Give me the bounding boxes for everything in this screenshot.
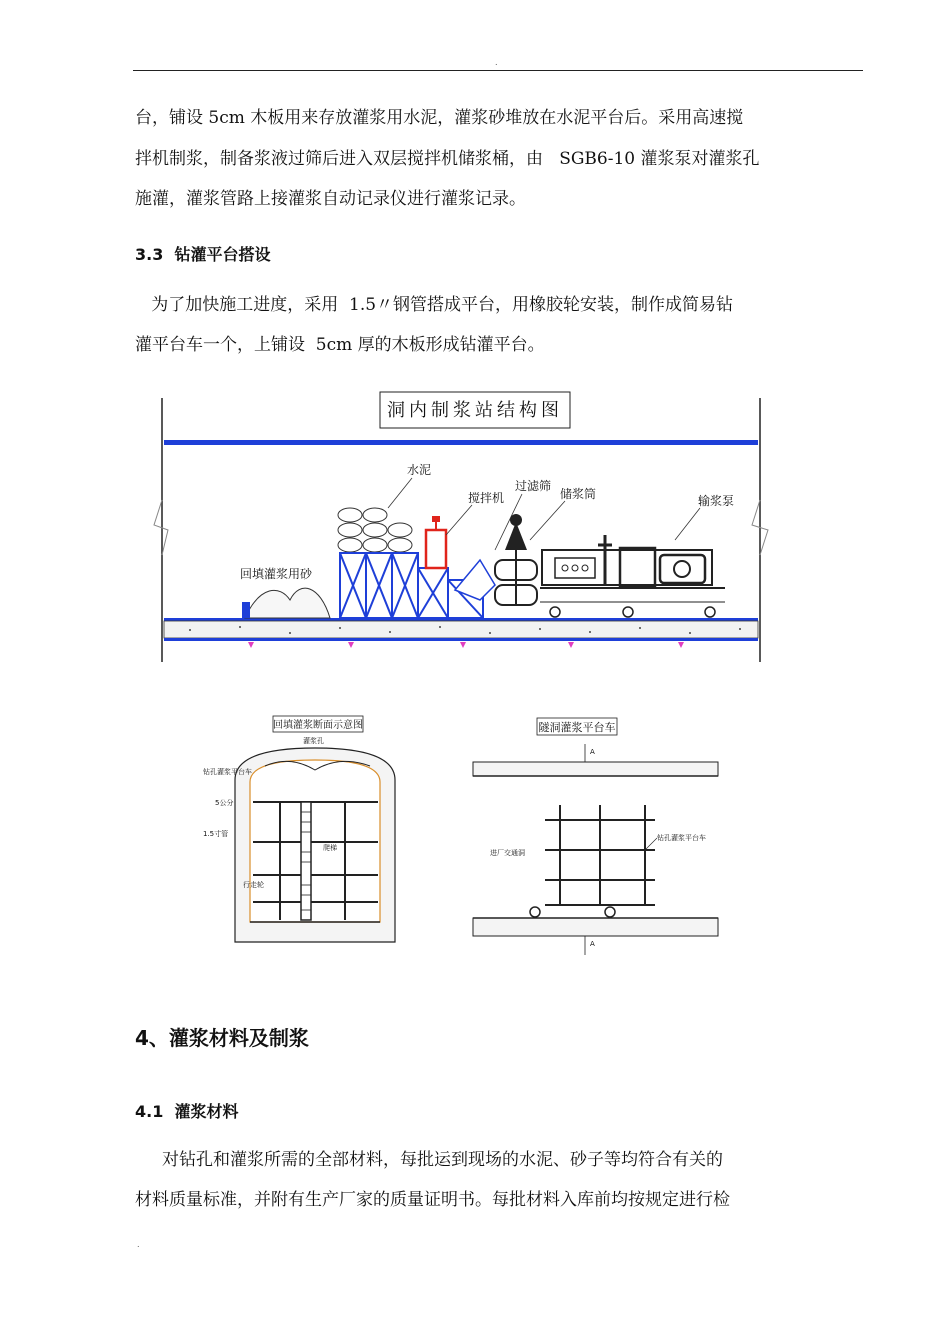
paragraph-line: 为了加快施工进度，采用 1.5〃钢管搭成平台，用橡胶轮安装，制作成简易钻 [135,295,734,315]
label-platform: 钻孔灌浆平台车 [657,834,706,842]
section-heading-4: 4、灌浆材料及制浆 [135,1026,309,1050]
label-walkway: 行走轮 [243,881,264,889]
label-mixer: 搅拌机 [468,491,505,505]
paragraph-line: 拌机制浆，制备浆液过筛后进入双层搅拌机储浆桶，由 SGB6-10 灌浆泵对灌浆孔 [135,149,760,169]
footer-mark: . [137,1240,140,1249]
figure-grout-station [150,390,780,665]
label-platform: 钻孔灌浆平台车 [203,768,252,776]
label-pipe: 1.5寸管 [203,830,229,838]
section-heading-4-1: 4.1 灌浆材料 [135,1102,239,1121]
label-board: 5公分 [215,799,234,807]
label-sand: 回填灌浆用砂 [240,567,313,581]
figure-title: 洞内制浆站结构图 [387,400,563,421]
label-passage: 进厂交通洞 [490,849,525,857]
figure-cross-section [195,710,420,950]
label-ladder: 爬梯 [323,844,337,852]
label-storage: 储浆筒 [560,487,597,501]
figure-title: 回填灌浆断面示意图 [273,720,363,731]
section-heading-3-3: 3.3 钻灌平台搭设 [135,245,271,264]
figure-title: 隧洞灌浆平台车 [538,721,616,734]
paragraph-line: 材料质量标准，并附有生产厂家的质量证明书。每批材料入库前均按规定进行检 [135,1190,730,1210]
paragraph-line: 台，铺设 5cm 木板用来存放灌浆用水泥，灌浆砂堆放在水泥平台后。采用高速搅 [135,108,744,128]
header-rule [133,70,863,71]
paragraph-line: 施灌，灌浆管路上接灌浆自动记录仪进行灌浆记录。 [135,189,526,209]
label-top: 灌浆孔 [303,737,324,745]
section-mark-top: A [590,748,595,756]
label-filter: 过滤筛 [515,479,552,493]
paragraph-line: 灌平台车一个，上铺设 5cm 厚的木板形成钻灌平台。 [135,335,545,355]
paragraph-line: 对钻孔和灌浆所需的全部材料，每批运到现场的水泥、砂子等均符合有关的 [135,1150,724,1170]
header-mark: . [495,58,498,67]
label-cement: 水泥 [407,463,432,477]
section-mark-bottom: A [590,940,595,948]
figure-platform-car [465,710,725,960]
label-pump: 输浆泵 [698,494,735,508]
